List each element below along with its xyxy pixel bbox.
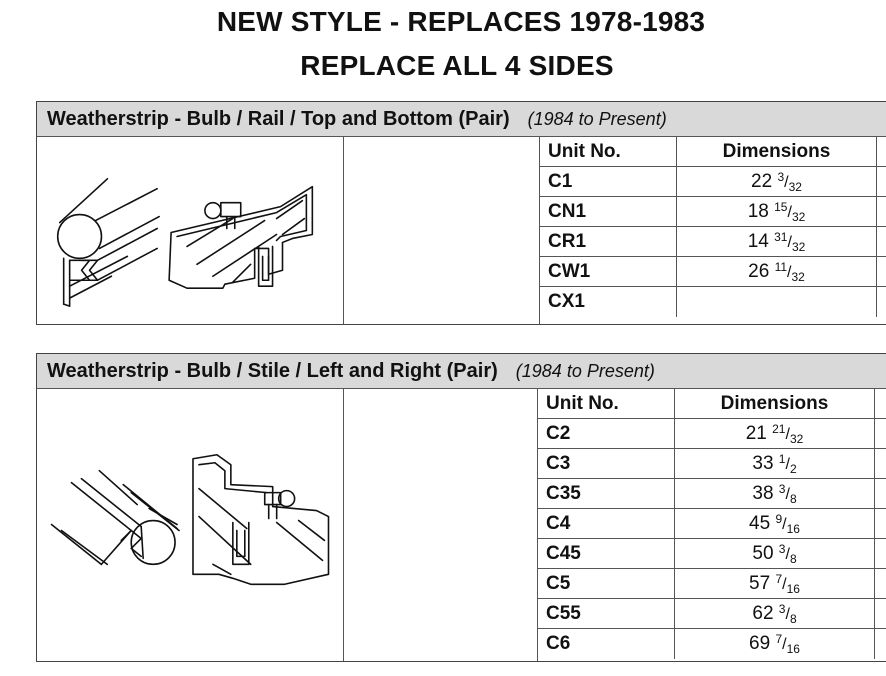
dimension-whole: 69 — [749, 633, 771, 654]
dimension-numerator: 31 — [774, 229, 788, 244]
extra-cell — [875, 509, 886, 538]
fraction-slash: / — [785, 425, 790, 443]
unit-column-header: Unit No. — [538, 389, 675, 418]
dimension-value — [677, 287, 877, 317]
dimension-value — [675, 509, 875, 538]
dimensions-column-header: Dimensions — [675, 389, 875, 418]
dimension-numerator: 9 — [775, 511, 783, 526]
extra-cell — [877, 257, 886, 286]
extra-cell — [875, 629, 886, 659]
table-header-row — [538, 389, 886, 419]
extra-cell — [877, 197, 886, 226]
dimension-whole: 18 — [747, 200, 769, 222]
fraction-slash: / — [782, 636, 787, 653]
fraction-slash: / — [785, 545, 790, 563]
extra-cell — [875, 479, 886, 508]
dimension-fraction — [748, 230, 806, 254]
table-row — [540, 257, 886, 287]
extra-cell — [877, 137, 886, 166]
table-row — [538, 599, 886, 629]
dimension-fraction — [752, 602, 796, 626]
dimension-numerator: 7 — [775, 632, 783, 646]
extra-cell — [877, 227, 886, 256]
extra-cell — [875, 449, 886, 478]
extra-cell — [875, 419, 886, 448]
table-row — [538, 449, 886, 479]
dimension-value — [675, 419, 875, 448]
fraction-slash: / — [785, 455, 790, 473]
dimension-fraction — [749, 632, 800, 656]
fraction-slash: / — [785, 485, 790, 503]
dimension-numerator: 3 — [778, 601, 786, 616]
dimension-denominator: 16 — [786, 642, 800, 656]
dimension-denominator: 32 — [791, 209, 806, 224]
dimension-denominator: 32 — [789, 431, 804, 446]
blank-cell — [343, 137, 540, 324]
unit-number: CW1 — [540, 257, 677, 286]
unit-number: CX1 — [540, 287, 677, 317]
dimension-value — [675, 599, 875, 628]
stile-weatherstrip-drawing — [37, 389, 344, 661]
extra-cell — [877, 287, 886, 317]
dimension-fraction — [746, 422, 804, 446]
dimension-whole: 50 — [752, 542, 774, 564]
dimension-denominator: 2 — [789, 461, 797, 476]
unit-number: C55 — [538, 599, 675, 628]
extra-cell — [875, 389, 886, 418]
dimension-denominator: 8 — [789, 611, 797, 626]
dimension-value — [677, 257, 877, 286]
dimension-denominator: 16 — [786, 521, 800, 536]
unit-number: C2 — [538, 419, 675, 448]
dimension-fraction — [752, 452, 796, 476]
extra-cell — [875, 569, 886, 598]
stile-weatherstrip-section — [36, 353, 886, 662]
extra-cell — [877, 167, 886, 196]
unit-number: C45 — [538, 539, 675, 568]
rail-profile-icon — [37, 137, 343, 324]
dimensions-table — [538, 389, 886, 661]
fraction-slash: / — [785, 605, 790, 623]
dimensions-column-header: Dimensions — [677, 137, 877, 166]
table-row — [540, 287, 886, 317]
unit-number: C5 — [538, 569, 675, 598]
dimension-numerator: 11 — [774, 259, 788, 274]
unit-number: C1 — [540, 167, 677, 196]
dimension-fraction — [752, 482, 796, 506]
unit-column-header: Unit No. — [540, 137, 677, 166]
fraction-slash: / — [787, 203, 792, 221]
dimension-whole: 26 — [748, 260, 770, 282]
unit-number: CN1 — [540, 197, 677, 226]
dimension-denominator: 8 — [789, 551, 797, 566]
dimension-numerator: 21 — [772, 421, 786, 436]
dimension-fraction — [749, 572, 800, 596]
dimensions-table — [540, 137, 886, 324]
unit-number: C35 — [538, 479, 675, 508]
dimension-denominator: 16 — [786, 581, 800, 596]
section-heading: Weatherstrip - Bulb / Stile / Left and Right (Pair) — [47, 359, 498, 382]
section-years: (1984 to Present) — [515, 360, 655, 381]
dimension-numerator: 3 — [777, 169, 785, 184]
dimension-denominator: 32 — [791, 239, 806, 254]
dimension-value — [675, 539, 875, 568]
fraction-slash: / — [784, 173, 789, 191]
dimension-numerator: 15 — [774, 199, 788, 214]
section-heading: Weatherstrip - Bulb / Rail / Top and Bottom (Pair) — [47, 107, 510, 130]
rail-weatherstrip-drawing — [37, 137, 344, 324]
dimension-whole: 62 — [752, 602, 774, 624]
section-header — [37, 354, 886, 389]
dimension-value — [675, 449, 875, 478]
page-title: NEW STYLE - REPLACES 1978-1983 — [216, 6, 706, 37]
table-row — [538, 569, 886, 599]
blank-cell — [343, 389, 538, 661]
unit-number: C3 — [538, 449, 675, 478]
table-row — [538, 629, 886, 659]
dimension-fraction — [751, 170, 802, 194]
unit-number: C4 — [538, 509, 675, 538]
section-years: (1984 to Present) — [527, 108, 667, 129]
dimension-fraction — [752, 542, 796, 566]
table-row — [540, 227, 886, 257]
fraction-slash: / — [787, 233, 792, 251]
dimension-value — [675, 479, 875, 508]
unit-number: C6 — [538, 629, 675, 659]
dimension-whole: 21 — [745, 422, 767, 444]
dimension-value — [677, 197, 877, 226]
extra-cell — [875, 599, 886, 628]
dimension-denominator: 32 — [791, 269, 805, 284]
fraction-slash: / — [782, 515, 787, 533]
rail-weatherstrip-section — [36, 101, 886, 325]
dimension-value — [677, 227, 877, 256]
table-row — [540, 167, 886, 197]
dimension-numerator: 7 — [775, 571, 783, 586]
unit-number: CR1 — [540, 227, 677, 256]
table-row — [540, 197, 886, 227]
fraction-slash: / — [787, 263, 792, 281]
dimension-whole: 38 — [752, 482, 774, 504]
table-header-row — [540, 137, 886, 167]
dimension-whole: 57 — [749, 572, 771, 594]
dimension-whole: 33 — [752, 452, 774, 474]
table-row — [538, 509, 886, 539]
dimension-fraction — [748, 200, 806, 224]
table-row — [538, 539, 886, 569]
dimension-numerator: 3 — [778, 481, 786, 496]
dimension-value — [675, 629, 875, 659]
extra-cell — [875, 539, 886, 568]
table-row — [538, 419, 886, 449]
dimension-denominator: 8 — [789, 491, 797, 506]
dimension-value — [675, 569, 875, 598]
dimension-whole: 45 — [749, 512, 771, 534]
dimension-fraction — [749, 512, 800, 536]
dimension-whole: 22 — [751, 170, 773, 192]
dimension-numerator: 3 — [778, 541, 786, 556]
dimension-value — [677, 167, 877, 196]
dimension-denominator: 32 — [788, 179, 802, 194]
stile-profile-icon — [37, 389, 343, 661]
dimension-numerator: 1 — [778, 451, 786, 466]
fraction-slash: / — [782, 575, 787, 593]
dimension-whole: 14 — [747, 230, 769, 252]
dimension-fraction — [748, 260, 805, 284]
section-header — [37, 102, 886, 137]
page-subtitle: REPLACE ALL 4 SIDES — [300, 50, 614, 81]
table-row — [538, 479, 886, 509]
